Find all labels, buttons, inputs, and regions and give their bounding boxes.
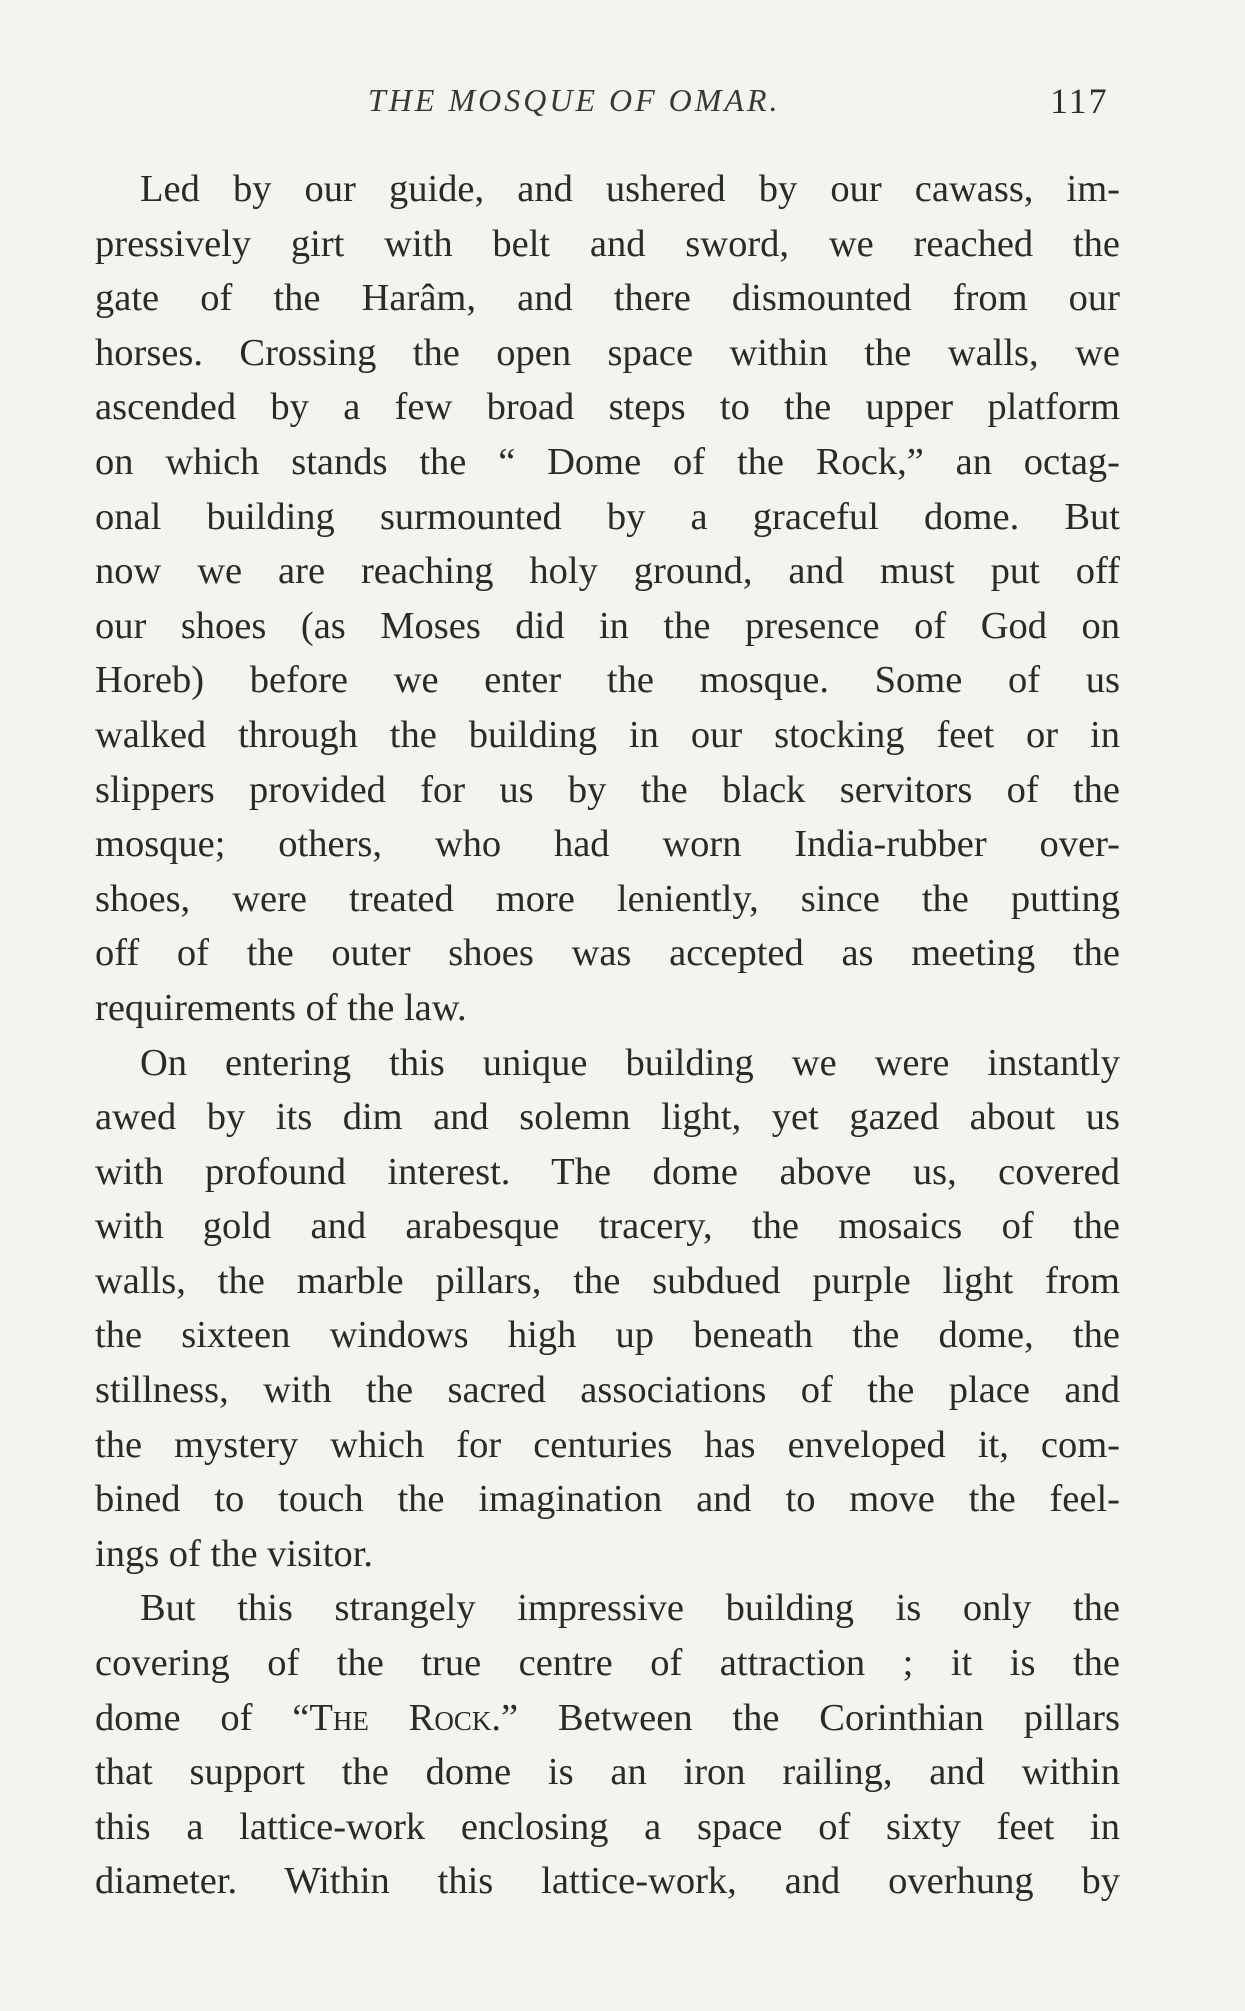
text-line: this a lattice-work enclosing a space of sixty feet in	[95, 1805, 1120, 1848]
text-line: On entering this unique building we were instantly	[140, 1041, 1120, 1084]
text-line: ings of the visitor.	[95, 1532, 374, 1575]
text-line: that support the dome is an iron railing, and within	[95, 1751, 1120, 1794]
text-line: the mystery which for centuries has enveloped it, com-	[95, 1423, 1120, 1466]
text-fragment: ” Between the Corinthian pillars	[500, 1696, 1120, 1739]
text-line: shoes, were treated more leniently, since the putting	[95, 877, 1120, 920]
text-line: slippers provided for us by the black servitors of the	[95, 768, 1120, 811]
text-line: Led by our guide, and ushered by our cawass, im-	[140, 168, 1120, 210]
text-line: pressively girt with belt and sword, we reached the	[95, 222, 1120, 265]
text-line: gate of the Harâm, and there dismounted from our	[95, 277, 1120, 320]
text-line: our shoes (as Moses did in the presence of God on	[95, 604, 1120, 647]
text-line: stillness, with the sacred associations of the place and	[95, 1369, 1120, 1412]
text-line: on which stands the “ Dome of the Rock,” an octag-	[95, 440, 1120, 483]
text-line: But this strangely impressive building is only the	[140, 1587, 1120, 1630]
text-line-with-smallcaps	[95, 1691, 1120, 1746]
text-line: requirements of the law.	[95, 986, 467, 1029]
page-number: 117	[1050, 81, 1109, 121]
the-rock-smallcaps: The Rock.	[309, 1696, 501, 1739]
text-line: with profound interest. The dome above us, covered	[95, 1150, 1120, 1193]
text-line: walked through the building in our stocking feet or in	[95, 713, 1120, 756]
text-line: mosque; others, who had worn India-rubber over-	[95, 823, 1120, 866]
text-line: with gold and arabesque tracery, the mosaics of the	[95, 1205, 1120, 1248]
text-line: bined to touch the imagination and to move the feel-	[95, 1478, 1120, 1521]
text-line: onal building surmounted by a graceful dome. But	[95, 495, 1120, 538]
body-text	[95, 162, 1120, 1909]
text-line: the sixteen windows high up beneath the dome, the	[95, 1314, 1120, 1357]
text-line: horses. Crossing the open space within the walls, we	[95, 331, 1120, 374]
text-line: Horeb) before we enter the mosque. Some of us	[95, 659, 1120, 702]
text-line: awed by its dim and solemn light, yet gazed about us	[95, 1096, 1120, 1139]
text-line: off of the outer shoes was accepted as meeting the	[95, 932, 1120, 975]
text-line: now we are reaching holy ground, and must put off	[95, 550, 1120, 593]
text-line: walls, the marble pillars, the subdued purple light from	[95, 1259, 1120, 1302]
text-line: covering of the true centre of attraction ; it is the	[95, 1642, 1120, 1685]
text-fragment: dome of “	[95, 1696, 310, 1739]
text-line: diameter. Within this lattice-work, and overhung by	[95, 1860, 1120, 1903]
text-line: ascended by a few broad steps to the upper platform	[95, 386, 1120, 429]
running-title: THE MOSQUE OF OMAR.	[368, 82, 781, 118]
running-head	[0, 78, 1245, 138]
